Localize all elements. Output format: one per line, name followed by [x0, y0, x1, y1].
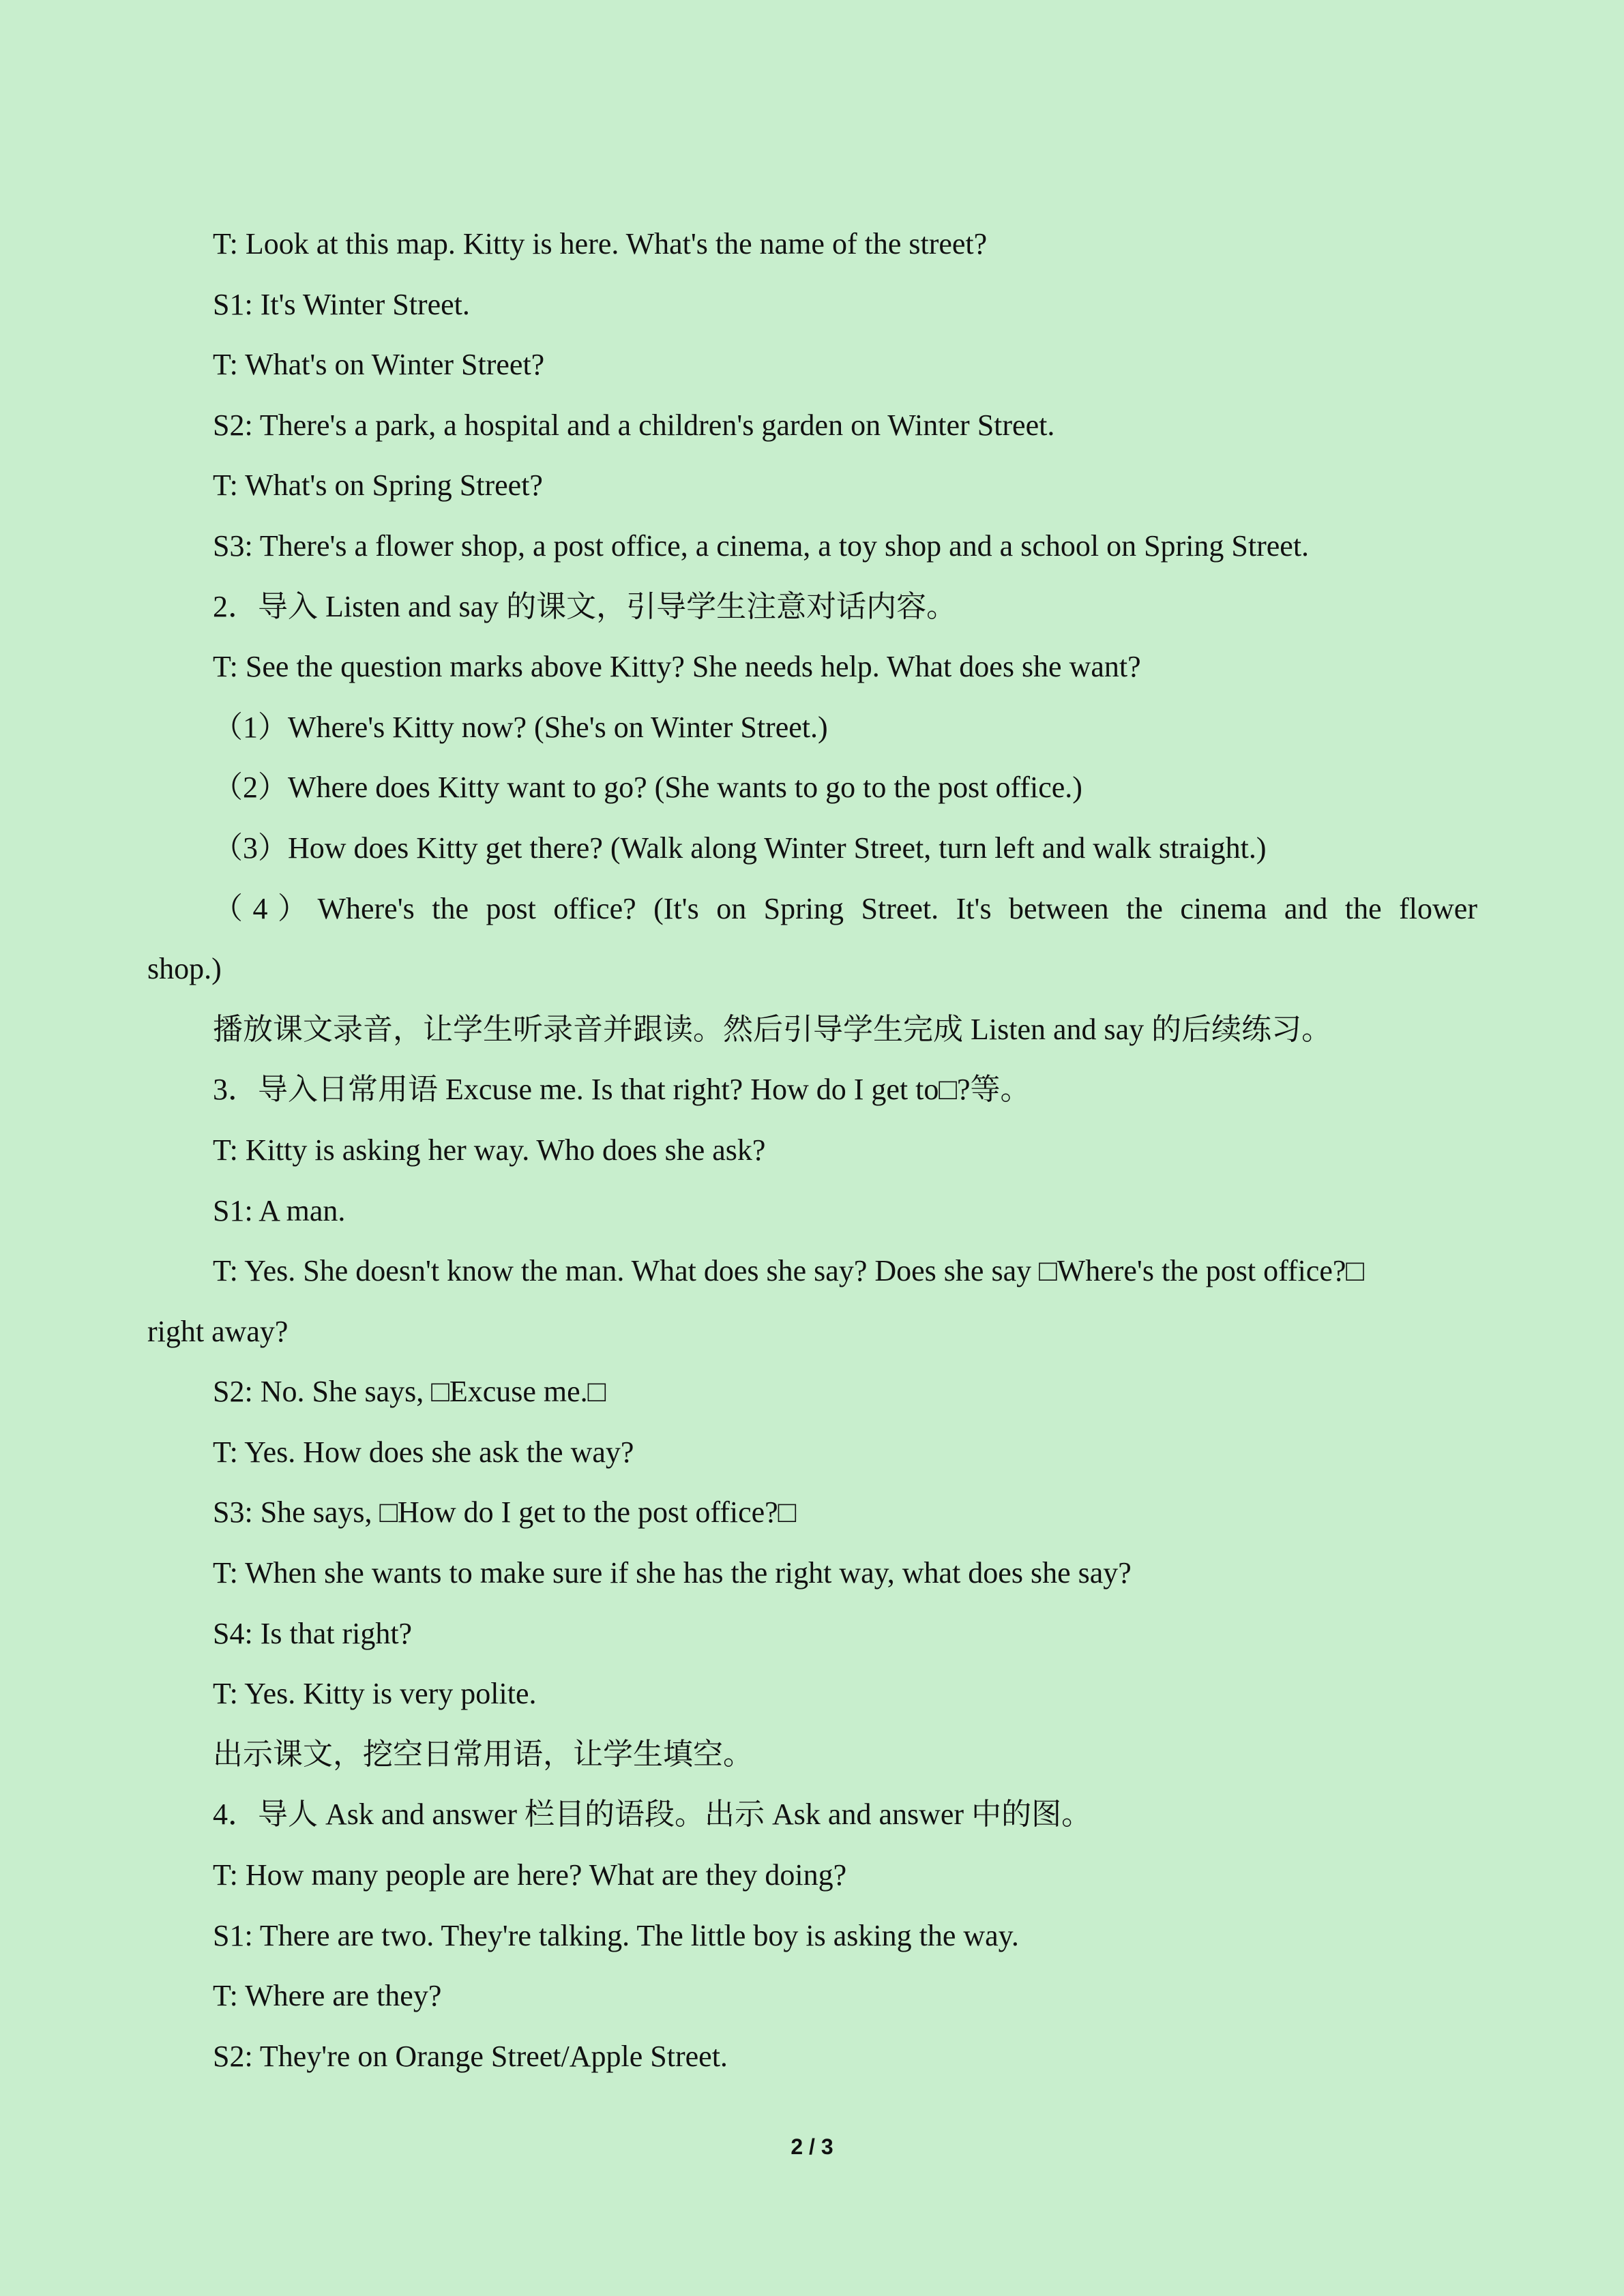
text-line: T: Where are they?: [213, 1979, 442, 2013]
text-line: right away?: [147, 1314, 289, 1348]
text-line: T: Kitty is asking her way. Who does she ask?: [213, 1133, 766, 1167]
text-line: S3: There's a flower shop, a post office, a cinema, a toy shop and a school on Spring Street.: [213, 528, 1310, 563]
text-line: S1: It's Winter Street.: [213, 287, 470, 321]
text-line: T: Yes. She doesn't know the man. What does she say? Does she say □Where's the post office?□: [213, 1254, 1364, 1288]
text-line: S1: There are two. They're talking. The little boy is asking the way.: [213, 1918, 1019, 1952]
text-line: 出示课文，挖空日常用语，让学生填空。: [213, 1737, 753, 1771]
section-heading: 3．导入日常用语 Excuse me. Is that right? How do I get to□?等。: [213, 1073, 1031, 1107]
document-body: [147, 214, 1477, 2087]
text-line: S4: Is that right?: [213, 1616, 413, 1650]
text-line: T: When she wants to make sure if she has the right way, what does she say?: [213, 1556, 1132, 1590]
text-line: S2: No. She says, □Excuse me.□: [213, 1375, 606, 1409]
question-item: （4）Where's the post office? (It's on Spring Street. It's between the cinema and the flower: [213, 891, 1477, 925]
text-line: T: Yes. Kitty is very polite.: [213, 1677, 537, 1711]
text-line: S2: They're on Orange Street/Apple Street.: [213, 2039, 728, 2073]
page-number: 2 / 3: [791, 2134, 833, 2159]
text-line: T: Look at this map. Kitty is here. What's the name of the street?: [213, 227, 988, 260]
text-line: T: How many people are here? What are they doing?: [213, 1858, 847, 1892]
question-item: （3）How does Kitty get there? (Walk along Winter Street, turn left and walk straight.): [213, 831, 1267, 865]
section-heading: 2．导入 Listen and say 的课文，引导学生注意对话内容。: [213, 589, 957, 623]
text-line: T: See the question marks above Kitty? She needs help. What does she want?: [213, 650, 1141, 684]
question-item: （2）Where does Kitty want to go? (She wants to go to the post office.): [213, 771, 1082, 805]
question-item: （1）Where's Kitty now? (She's on Winter Street.): [213, 710, 828, 744]
text-line: S3: She says, □How do I get to the post office?□: [213, 1495, 797, 1530]
text-line: S2: There's a park, a hospital and a children's garden on Winter Street.: [213, 408, 1055, 442]
text-line: T: What's on Spring Street?: [213, 468, 543, 503]
text-line: 播放课文录音，让学生听录音并跟读。然后引导学生完成 Listen and say 的后续练习。: [213, 1012, 1332, 1046]
text-line: T: Yes. How does she ask the way?: [213, 1435, 634, 1469]
text-line: T: What's on Winter Street?: [213, 348, 545, 382]
text-line: S1: A man.: [213, 1193, 346, 1227]
text-line: shop.): [147, 952, 222, 986]
section-heading: 4．导人 Ask and answer 栏目的语段。出示 Ask and answer 中的图。: [213, 1798, 1092, 1832]
